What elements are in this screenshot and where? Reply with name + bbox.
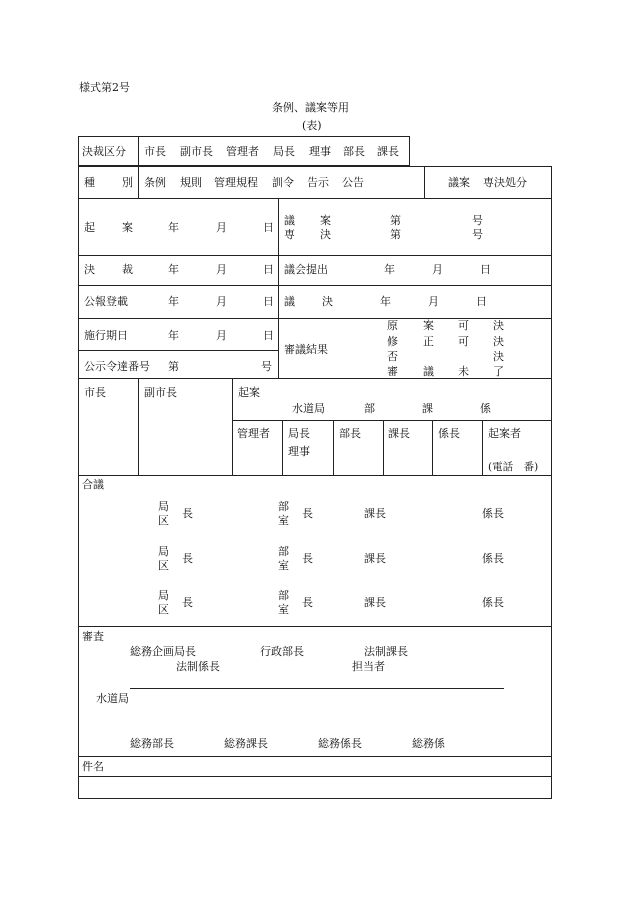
gougi-ku: 区 [158,559,169,572]
kian-label-a: 起 [84,221,95,234]
kessai-month: 月 [216,263,227,276]
kessai-option-fukushicho[interactable]: 副市長 [180,145,213,158]
gougi-shitsu: 室 [278,559,289,572]
result-shin: 審 [387,365,398,378]
result-ketsu2: 決 [493,335,504,348]
shubetsu-label-a: 種 [84,176,95,189]
kian-year: 年 [168,221,179,234]
result-sei: 正 [423,335,434,348]
shinsa-hosei-kakaricho: 法制係長 [176,660,220,673]
result-hi: 否 [387,350,398,363]
giketsu-month: 月 [428,295,439,308]
kessai-date-label-a: 決 [84,263,95,276]
gougi-kakaricho: 係長 [482,552,504,565]
shubetsu-senketsu[interactable]: 専決処分 [483,176,527,189]
kessai-date-label-b: 裁 [122,263,133,276]
gian-b: 案 [320,214,331,227]
kohou-day: 日 [263,295,274,308]
divider [138,166,139,198]
kessai-option-bucho[interactable]: 部長 [343,145,365,158]
gougi-bu: 部 [278,589,289,602]
divider [78,285,552,286]
gougi-kakaricho: 係長 [482,507,504,520]
gougi-kyoku: 局 [158,500,169,513]
giketsu-a: 議 [284,295,295,308]
result-ryo: 了 [493,365,504,378]
result-ka: 可 [458,319,469,332]
approval-bucho: 部長 [339,427,361,440]
divider [78,198,552,199]
gian-a: 議 [284,214,295,227]
shinsa-label: 審査 [82,630,104,643]
divider [278,198,279,378]
divider [282,420,283,475]
gougi-kakaricho: 係長 [482,596,504,609]
senketsu-go: 号 [472,228,483,241]
teishutsu-month: 月 [432,263,443,276]
shinsa-somu-kikaku-kyokucho: 総務企画局長 [130,645,196,658]
kessai-kubun-label: 決裁区分 [82,145,126,158]
shubetsu-option-kisoku[interactable]: 規則 [180,176,202,189]
kessai-option-kyokucho[interactable]: 局長 [273,145,295,158]
gougi-bu: 部 [278,500,289,513]
shinsa-somu-kakari: 総務係 [412,737,445,750]
approval-riji: 理事 [288,445,310,458]
result-gi: 議 [423,365,434,378]
main-form-table [78,166,552,799]
shinsa-somu-bucho: 総務部長 [130,737,174,750]
kenmei-label: 件名 [82,760,104,773]
kohou-month: 月 [216,295,227,308]
shubetsu-option-jorei[interactable]: 条例 [144,176,166,189]
kessai-option-kacho[interactable]: 課長 [377,145,399,158]
shinsa-somu-kakaricho: 総務係長 [318,737,362,750]
gougi-shitsu: 室 [278,514,289,527]
divider [482,420,483,475]
kohou-year: 年 [168,295,179,308]
shinsa-suidokyoku: 水道局 [96,692,129,705]
giketsu-b: 決 [322,295,333,308]
result-shu: 修 [387,335,398,348]
shiko-label: 施行期日 [84,329,128,342]
gougi-kacho: 課長 [364,507,386,520]
divider [138,378,139,475]
shubetsu-label-b: 別 [122,176,133,189]
divider [78,475,552,476]
kian-month: 月 [216,221,227,234]
shiko-year: 年 [168,329,179,342]
gian-go: 号 [472,214,483,227]
senketsu-a: 専 [284,228,295,241]
shingi-kekka-label: 審議結果 [284,343,328,356]
result-an: 案 [423,319,434,332]
divider [78,626,552,627]
shiko-day: 日 [263,329,274,342]
approval-kakari: 係 [480,402,491,415]
approval-kian-label: 起案 [238,386,260,399]
shubetsu-option-koukoku[interactable]: 公告 [342,176,364,189]
divider [78,318,552,319]
shubetsu-option-kanri-kitei[interactable]: 管理規程 [214,176,258,189]
gougi-kyoku: 局 [158,545,169,558]
kessai-option-shicho[interactable]: 市長 [144,145,166,158]
shinsa-hosei-kacho: 法制課長 [364,645,408,658]
kessai-day: 日 [263,263,274,276]
approval-denwa: (電話 番) [488,461,539,473]
approval-kacho: 課長 [388,427,410,440]
gougi-kyoku: 局 [158,589,169,602]
teishutsu-year: 年 [384,263,395,276]
divider [383,420,384,475]
shubetsu-option-kunrei[interactable]: 訓令 [272,176,294,189]
shinsa-gyosei-bucho: 行政部長 [260,645,304,658]
kessai-option-kanrisha[interactable]: 管理者 [226,145,259,158]
shiko-month: 月 [216,329,227,342]
result-ketsu: 決 [493,319,504,332]
divider [78,255,552,256]
teishutsu-day: 日 [480,263,491,276]
approval-kakaricho: 係長 [438,427,460,440]
gougi-cho: 長 [182,552,193,565]
divider [333,420,334,475]
kessai-year: 年 [168,263,179,276]
divider [78,378,552,379]
result-gen: 原 [387,319,398,332]
approval-bu: 部 [364,402,375,415]
approval-shicho: 市長 [84,386,106,399]
gougi-bucho: 長 [302,596,313,609]
approval-suidokyoku: 水道局 [292,402,325,415]
kessai-option-riji[interactable]: 理事 [309,145,331,158]
gougi-label: 合議 [82,478,104,491]
shinsa-tantousha: 担当者 [352,660,385,673]
approval-kiansha: 起案者 [488,427,521,440]
kokuji-go: 号 [261,360,272,373]
shubetsu-gian[interactable]: 議案 [448,176,470,189]
gougi-cho: 長 [182,507,193,520]
approval-ka: 課 [422,402,433,415]
senketsu-dai: 第 [390,228,401,241]
gougi-ku: 区 [158,603,169,616]
divider [432,420,433,475]
divider [130,688,504,689]
form-number: 様式第2号 [79,81,130,94]
senketsu-b: 決 [320,228,331,241]
gougi-bucho: 長 [302,507,313,520]
gougi-kacho: 課長 [364,552,386,565]
kenmei-field[interactable] [80,778,550,798]
document-subtitle: (表) [302,119,322,132]
result-mi: 未 [458,365,469,378]
kokuji-dai: 第 [168,360,179,373]
divider [78,756,552,757]
kian-label-b: 案 [122,221,133,234]
approval-kanrisha: 管理者 [237,427,270,440]
kohou-label: 公報登載 [84,295,128,308]
gougi-ku: 区 [158,514,169,527]
result-ka2: 可 [458,335,469,348]
kokuji-label: 公示令達番号 [84,360,150,373]
result-ketsu3: 決 [493,350,504,363]
gikai-teishutsu-label: 議会提出 [284,263,328,276]
gougi-bucho: 長 [302,552,313,565]
gougi-kacho: 課長 [364,596,386,609]
gougi-bu: 部 [278,545,289,558]
approval-fukushicho: 副市長 [144,386,177,399]
gougi-shitsu: 室 [278,603,289,616]
gougi-cho: 長 [182,596,193,609]
divider [232,420,552,421]
giketsu-day: 日 [476,295,487,308]
gian-dai: 第 [390,214,401,227]
divider [78,350,278,351]
shubetsu-option-kokuji[interactable]: 告示 [307,176,329,189]
kian-day: 日 [263,221,274,234]
divider [138,136,139,166]
approval-kyokucho: 局長 [288,427,310,440]
shinsa-somu-kacho: 総務課長 [224,737,268,750]
giketsu-year: 年 [380,295,391,308]
document-title: 条例、議案等用 [272,101,349,114]
divider [424,166,425,198]
divider [78,776,552,777]
divider [232,378,233,475]
